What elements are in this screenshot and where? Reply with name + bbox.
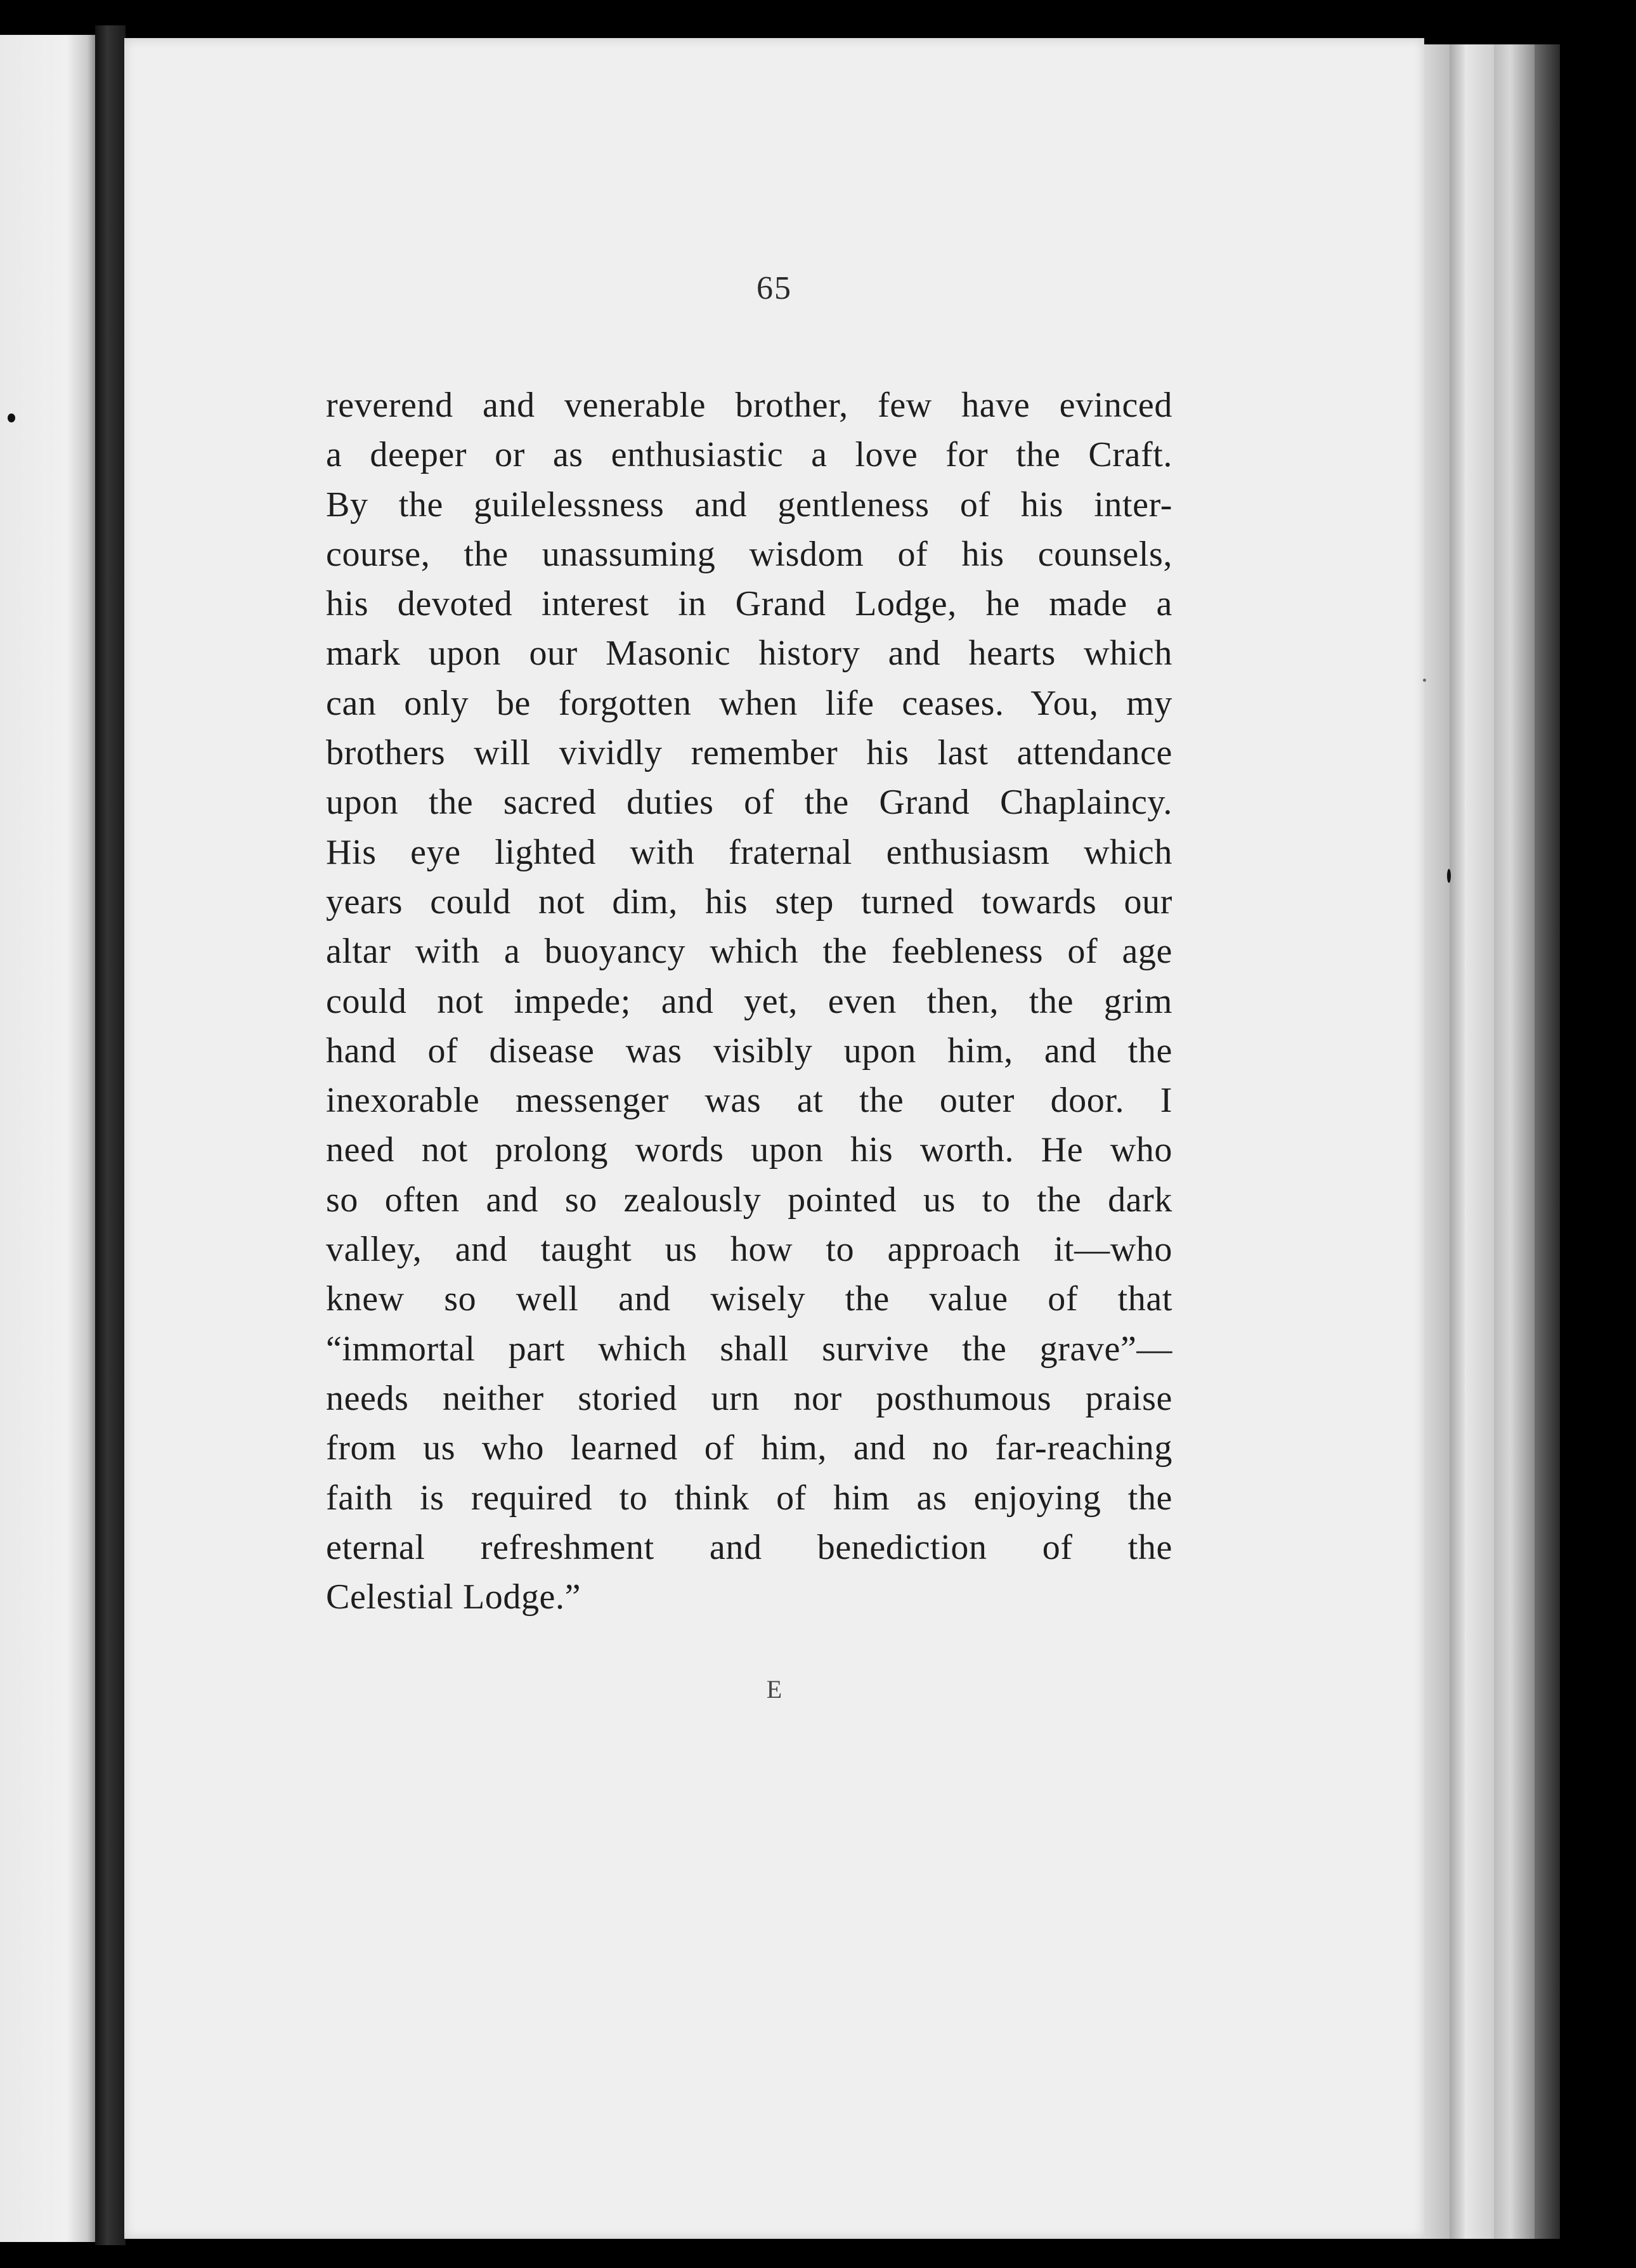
text-line: from us who learned of him, and no far-reaching (326, 1428, 1172, 1468)
text-line: years could not dim, his step turned towards our (326, 882, 1172, 922)
text-line: Celestial Lodge.” (326, 1577, 581, 1617)
page-edge (1465, 44, 1494, 2239)
text-line: His eye lighted with fraternal enthusiasm which (326, 832, 1172, 872)
text-line: brothers will vividly remember his last attendance (326, 733, 1172, 773)
text-line: need not prolong words upon his worth. He who (326, 1130, 1172, 1170)
text-line: altar with a buoyancy which the feebleness of age (326, 932, 1172, 972)
signature-mark: E (766, 1675, 782, 1704)
book-gutter (95, 25, 126, 2245)
scan-speck (8, 414, 15, 422)
text-line: upon the sacred duties of the Grand Chaplaincy. (326, 783, 1172, 823)
page-edge (1424, 44, 1450, 2239)
text-line: valley, and taught us how to approach it—who (326, 1230, 1172, 1270)
text-line: course, the unassuming wisdom of his counsels, (326, 534, 1172, 574)
facing-page-edge (0, 35, 95, 2242)
text-line: By the guilelessness and gentleness of his inter- (326, 485, 1172, 525)
text-line: knew so well and wisely the value of that (326, 1279, 1172, 1319)
text-line: reverend and venerable brother, few have evinced (326, 386, 1172, 425)
scan-speck (1423, 679, 1426, 682)
text-line: “immortal part which shall survive the grave”— (326, 1329, 1172, 1369)
text-line: mark upon our Masonic history and hearts which (326, 634, 1172, 674)
text-line: needs neither storied urn nor posthumous praise (326, 1378, 1172, 1418)
text-line: could not impede; and yet, even then, the grim (326, 981, 1172, 1021)
scan-speck (1447, 869, 1451, 883)
text-line: so often and so zealously pointed us to the dark (326, 1180, 1172, 1220)
text-line: faith is required to think of him as enjoying the (326, 1478, 1172, 1518)
text-line: a deeper or as enthusiastic a love for the Craft. (326, 435, 1172, 475)
text-line: his devoted interest in Grand Lodge, he made a (326, 584, 1172, 624)
text-line: inexorable messenger was at the outer door. I (326, 1081, 1172, 1121)
page-edge (1494, 44, 1535, 2239)
body-text (326, 381, 1172, 1622)
book-page (124, 38, 1424, 2239)
page-edge (1450, 44, 1465, 2239)
page-number: 65 (756, 270, 792, 306)
text-line: can only be forgotten when life ceases. You, my (326, 683, 1172, 723)
text-line: hand of disease was visibly upon him, and the (326, 1031, 1172, 1071)
page-edge (1535, 44, 1560, 2239)
text-line: eternal refreshment and benediction of the (326, 1527, 1172, 1567)
